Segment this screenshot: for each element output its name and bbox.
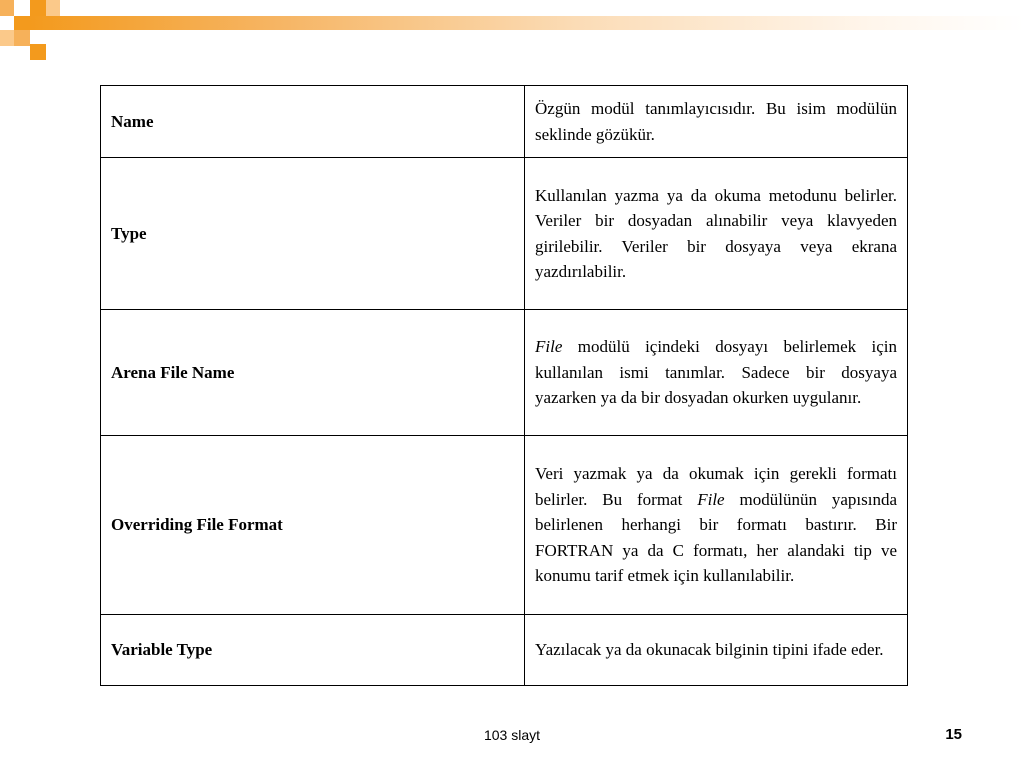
description-text: modülünün yapısında belirlenen herhangi bir formatı bastırır. Bir FORTRAN ya da C formatı, her alandaki tip ve konumu tarif etmek için kullanılabilir. (535, 489, 897, 586)
field-description-cell (525, 310, 908, 436)
table-row (101, 158, 908, 310)
deco-square (14, 16, 30, 30)
field-description-cell (525, 86, 908, 158)
deco-square (0, 0, 14, 16)
deco-square (30, 44, 46, 60)
deco-square (14, 30, 30, 46)
deco-square (46, 0, 60, 16)
field-name-cell: Overriding File Format (101, 436, 525, 615)
italic-module-name: File (697, 489, 725, 509)
field-description-cell (525, 615, 908, 686)
field-name-cell: Type (101, 158, 525, 310)
description-text: Özgün modül tanımlayıcısıdır. Bu isim modülün seklinde gözükür. (535, 99, 897, 144)
table-row (101, 436, 908, 615)
description-text: Yazılacak ya da okunacak bilginin tipini ifade eder. (535, 640, 884, 660)
field-name-cell: Name (101, 86, 525, 158)
field-name-cell: Arena File Name (101, 310, 525, 436)
deco-square (30, 0, 46, 16)
footer-label: 103 slayt (483, 727, 541, 743)
page-number: 15 (945, 726, 962, 743)
field-description-cell (525, 436, 908, 615)
description-text: Veri yazmak ya da okumak için gerekli formatı belirler. Bu format (535, 464, 897, 509)
italic-module-name: File (535, 337, 563, 357)
description-text: Kullanılan yazma ya da okuma metodunu belirler. Veriler bir dosyadan alınabilir veya klavyeden girilebilir. Veriler bir dosyaya veya ekrana yazdırılabilir. (535, 185, 897, 281)
deco-square (0, 30, 14, 46)
field-name-cell: Variable Type (101, 615, 525, 686)
field-description-cell (525, 158, 908, 310)
table-row (101, 86, 908, 158)
table-row (101, 310, 908, 436)
description-text: modülü içindeki dosyayı belirlemek için kullanılan ismi tanımlar. Sadece bir dosyaya yazarken ya da bir dosyadan okurken uygulanır. (535, 337, 897, 408)
table-row (101, 615, 908, 686)
field-definitions-table (100, 85, 908, 686)
deco-gradient-bar (30, 16, 1024, 30)
